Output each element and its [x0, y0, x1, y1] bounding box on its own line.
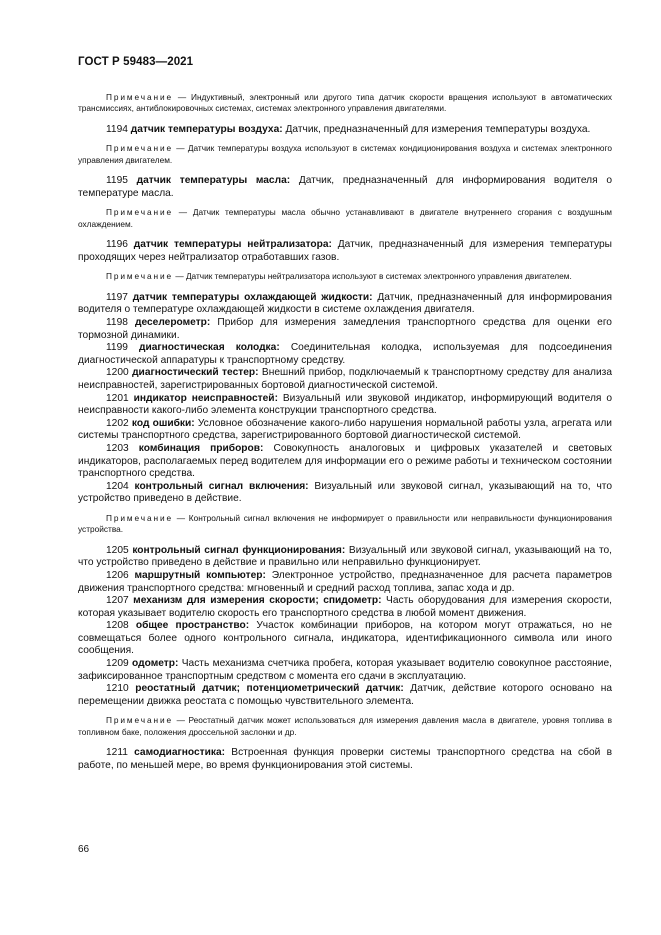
note-text: — Датчик температуры воздуха используют в системах кондиционирования воздуха и системах электронного управления двигателем.	[78, 143, 612, 165]
term-number: 1211	[106, 747, 128, 759]
term-name: код ошибки:	[131, 417, 195, 429]
term-entry	[78, 570, 612, 595]
term-number: 1197	[106, 291, 128, 303]
note-label: Примечание	[106, 715, 174, 726]
term-entry	[78, 239, 612, 264]
term-number: 1207	[106, 595, 129, 607]
note	[78, 513, 612, 536]
term-entry	[78, 683, 612, 708]
term-name: контрольный сигнал включения:	[134, 480, 309, 492]
note-label: Примечание	[106, 271, 174, 282]
term-entry	[78, 443, 612, 481]
term-entry	[78, 393, 612, 418]
term-entry	[78, 292, 612, 317]
term-entry	[78, 595, 612, 620]
term-entry	[78, 418, 612, 443]
term-number: 1208	[106, 620, 129, 632]
term-number: 1196	[106, 239, 128, 251]
note-text: — Датчик температуры нейтрализатора используют в системах электронного управления двигателем.	[173, 271, 572, 282]
term-name: механизм для измерения скорости; спидометр:	[133, 595, 382, 607]
term-entry	[78, 545, 612, 570]
document-page	[78, 56, 612, 772]
term-entry	[78, 481, 612, 506]
term-definition: Соединительная колодка, используемая для подсоединения диагностической аппаратуры к транспортному средству.	[78, 342, 612, 366]
term-name: маршрутный компьютер:	[134, 569, 266, 581]
note-text: — Контрольный сигнал включения не информирует о правильности или неправильности функционирования устройства.	[78, 512, 612, 535]
term-definition: Визуальный или звуковой сигнал, указывающий на то, что устройство приведено в действие и правильно или неправильно функционирует.	[78, 544, 612, 569]
note	[78, 207, 612, 230]
term-name: диагностический тестер:	[132, 367, 259, 379]
term-entry	[78, 124, 612, 137]
term-definition: Датчик, предназначенный для измерения температуры воздуха.	[282, 123, 591, 135]
term-name: общее пространство:	[135, 620, 250, 632]
term-number: 1199	[106, 342, 128, 354]
term-definition: Часть механизма счетчика пробега, которая указывает водителю совокупное расстояние, зафиксированное транспортным средством с момента его сдачи в эксплуатацию.	[78, 658, 612, 682]
term-definition: Внешний прибор, подключаемый к транспортному средству для анализа неисправностей, зарегистрированных бортовой диагностической системой.	[78, 367, 612, 391]
term-definition: Датчик, предназначенный для информирования водителя о температуре масла.	[78, 175, 612, 199]
note-text: — Реостатный датчик может использоваться для измерения давления масла в двигателе, уровня топлива в топливном баке, положения дроссельной заслонки и др.	[78, 715, 612, 737]
note-label: Примечание	[106, 207, 174, 218]
term-number: 1195	[106, 175, 128, 187]
term-entry	[78, 175, 612, 200]
note-label: Примечание	[106, 143, 174, 154]
term-entry	[78, 317, 612, 342]
note-label: Примечание	[106, 92, 174, 102]
term-number: 1205	[106, 544, 129, 556]
note	[78, 143, 612, 166]
note	[78, 271, 612, 282]
term-entry	[78, 747, 612, 772]
term-name: индикатор неисправностей:	[133, 392, 278, 404]
term-definition: Электронное устройство, предназначенное для расчета параметров движения транспортного средства: мгновенный и средний расход топлива, запас хода и др.	[78, 569, 612, 594]
term-name: комбинация приборов:	[138, 442, 264, 454]
term-entry	[78, 658, 612, 683]
term-definition: Участок комбинации приборов, на котором могут отражаться, но не совмещаться более одного контрольного сигнала, индикатора, идентификационного символа или иного сообщения.	[78, 620, 612, 657]
term-entry	[78, 367, 612, 392]
term-name: датчик температуры нейтрализатора:	[133, 239, 332, 251]
term-name: деселерометр:	[134, 317, 211, 328]
note-text: — Датчик температуры масла обычно устанавливают в двигателе внутреннего сгорания с воздушным охлаждением.	[78, 207, 612, 229]
term-definition: Часть оборудования для измерения скорости, которая указывает водителю скорость его транспортного средства в любой момент движения.	[78, 595, 612, 619]
note	[78, 92, 612, 115]
term-entry	[78, 620, 612, 658]
term-number: 1204	[106, 480, 129, 492]
term-definition: Визуальный или звуковой сигнал, указывающий на то, что устройство приведено в действие.	[78, 480, 612, 505]
term-number: 1198	[106, 317, 128, 328]
term-definition: Прибор для измерения замедления транспортного средства для оценки его тормозной динамики.	[78, 317, 612, 341]
term-name: датчик температуры охлаждающей жидкости:	[132, 291, 373, 303]
term-definition: Условное обозначение какого-либо нарушения нормальной работы узла, агрегата или системы транспортного средства, зарегистрированного бортовой диагностической системой.	[78, 417, 612, 442]
term-definition: Датчик, действие которого основано на перемещении движка реостата с помощью чувствительного элемента.	[78, 683, 612, 707]
term-number: 1200	[106, 367, 129, 379]
term-name: датчик температуры воздуха:	[130, 123, 283, 135]
term-name: одометр:	[132, 658, 179, 670]
term-name: диагностическая колодка:	[139, 342, 280, 354]
note-text: — Индуктивный, электронный или другого типа датчик скорости вращения используют в автоматических трансмиссиях, антиблокировочных системах, системах электронного управления двигателями.	[78, 92, 612, 114]
term-number: 1201	[106, 392, 129, 404]
document-header: ГОСТ Р 59483—2021	[78, 56, 194, 68]
term-definition: Датчик, предназначенный для измерения температуры проходящих через нейтрализатор отработавших газов.	[78, 239, 612, 263]
term-number: 1194	[106, 123, 128, 135]
term-definition: Совокупность аналоговых и цифровых указателей и световых индикаторов, располагаемых перед водителем для информации его о режиме работы и техническом состоянии транспортного средства.	[78, 442, 612, 480]
term-name: датчик температуры масла:	[136, 175, 291, 187]
term-name: реостатный датчик; потенциометрический датчик:	[135, 683, 404, 695]
term-number: 1210	[106, 683, 129, 695]
term-number: 1209	[106, 658, 129, 670]
term-name: контрольный сигнал функционирования:	[132, 544, 346, 556]
term-definition: Датчик, предназначенный для информирования водителя о температуре охлаждающей жидкости в системе охлаждения двигателя.	[78, 291, 612, 316]
term-number: 1202	[106, 417, 129, 429]
note	[78, 715, 612, 738]
term-definition: Встроенная функция проверки системы транспортного средства на сбой в работе, по меньшей мере, во время функционирования этой системы.	[78, 747, 612, 771]
term-number: 1203	[106, 442, 129, 454]
term-definition: Визуальный или звуковой индикатор, информирующий водителя о неисправности какого-либо элемента конструкции транспортного средства.	[78, 392, 612, 417]
term-number: 1206	[106, 569, 129, 581]
term-name: самодиагностика:	[134, 747, 226, 759]
note-label: Примечание	[106, 512, 174, 523]
term-entry	[78, 342, 612, 367]
page-number: 66	[78, 844, 90, 855]
document-body	[78, 92, 612, 772]
